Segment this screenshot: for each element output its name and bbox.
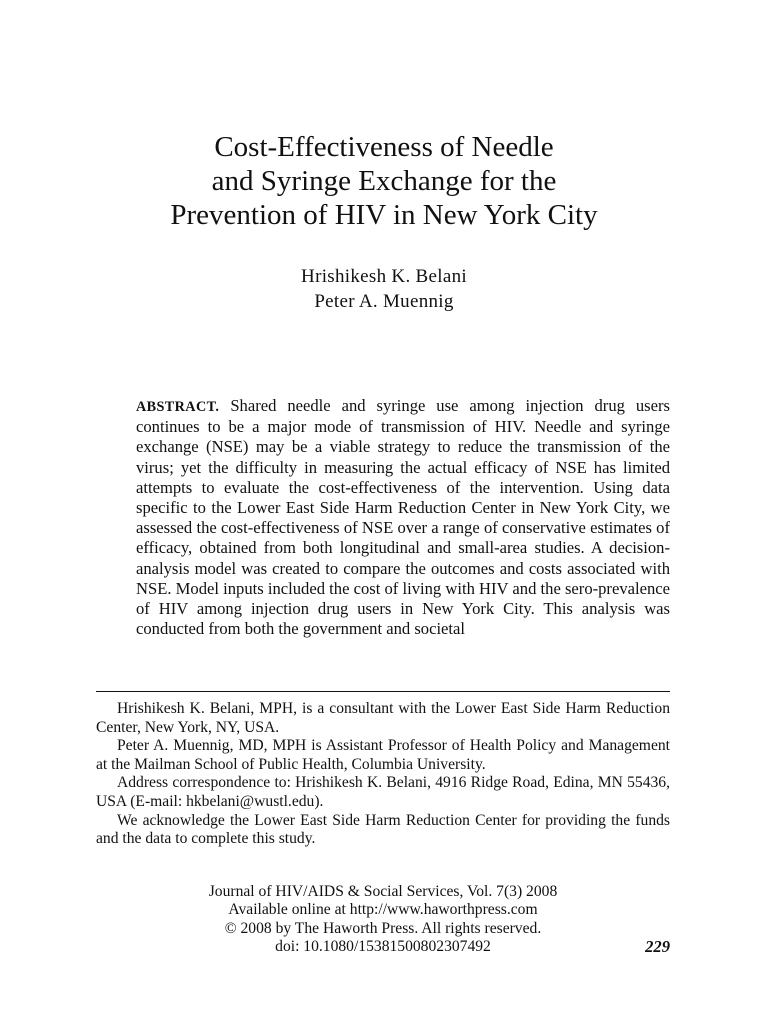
footnote-acknowledgement: We acknowledge the Lower East Side Harm Reduction Center for providing the funds and the data to complete this study.	[96, 811, 670, 848]
footnote-author-1: Hrishikesh K. Belani, MPH, is a consultant with the Lower East Side Harm Reduction Center, New York, NY, USA.	[96, 700, 670, 736]
journal-online: Available online at http://www.haworthpress.com	[228, 901, 538, 919]
journal-copyright: © 2008 by The Haworth Press. All rights reserved.	[224, 919, 542, 937]
paper-title	[60, 130, 708, 232]
journal-citation: Journal of HIV/AIDS & Social Services, Vol. 7(3) 2008	[208, 883, 558, 900]
footnote-correspondence: Address correspondence to: Hrishikesh K. Belani, 4916 Ridge Road, Edina, MN 55436, USA (E-mail: hkbelani@wustl.edu).	[96, 774, 670, 810]
footnotes	[96, 700, 670, 849]
journal-info	[96, 883, 670, 957]
footnote-divider	[96, 691, 670, 692]
doi-row	[96, 938, 670, 956]
title-line: and Syringe Exchange for the	[211, 165, 557, 197]
abstract-text: Shared needle and syringe use among injection drug users continues to be a major mode of transmission of HIV. Needle and syringe exchange (NSE) may be a viable strategy to reduce the transmission of the virus; yet the difficulty in measuring the actual efficacy of NSE has limited attempts to evaluate the cost-effectiveness of the intervention. Using data specific to the Lower East Side Harm Reduction Center in New York City, we assessed the cost-effectiveness of NSE over a range of conservative estimates of efficacy, obtained from both longitudinal and small-area studies. A decision-analysis model was created to compare the outcomes and costs associated with NSE. Model inputs included the cost of living with HIV and the sero-prevalence of HIV among injection drug users in New York City. This analysis was conducted from both the government and societal	[136, 396, 670, 639]
abstract-label: ABSTRACT.	[136, 399, 220, 415]
author-name: Peter A. Muennig	[314, 291, 454, 312]
title-line: Prevention of HIV in New York City	[170, 199, 598, 231]
title-line: Cost-Effectiveness of Needle	[214, 131, 554, 163]
journal-doi: doi: 10.1080/15381500802307492	[275, 938, 491, 956]
page-number: 229	[645, 937, 670, 957]
author-list	[60, 264, 708, 314]
footnote-author-2: Peter A. Muennig, MD, MPH is Assistant Professor of Health Policy and Management at the Mailman School of Public Health, Columbia University.	[96, 737, 670, 773]
author-name: Hrishikesh K. Belani	[301, 266, 467, 287]
abstract	[136, 396, 670, 639]
